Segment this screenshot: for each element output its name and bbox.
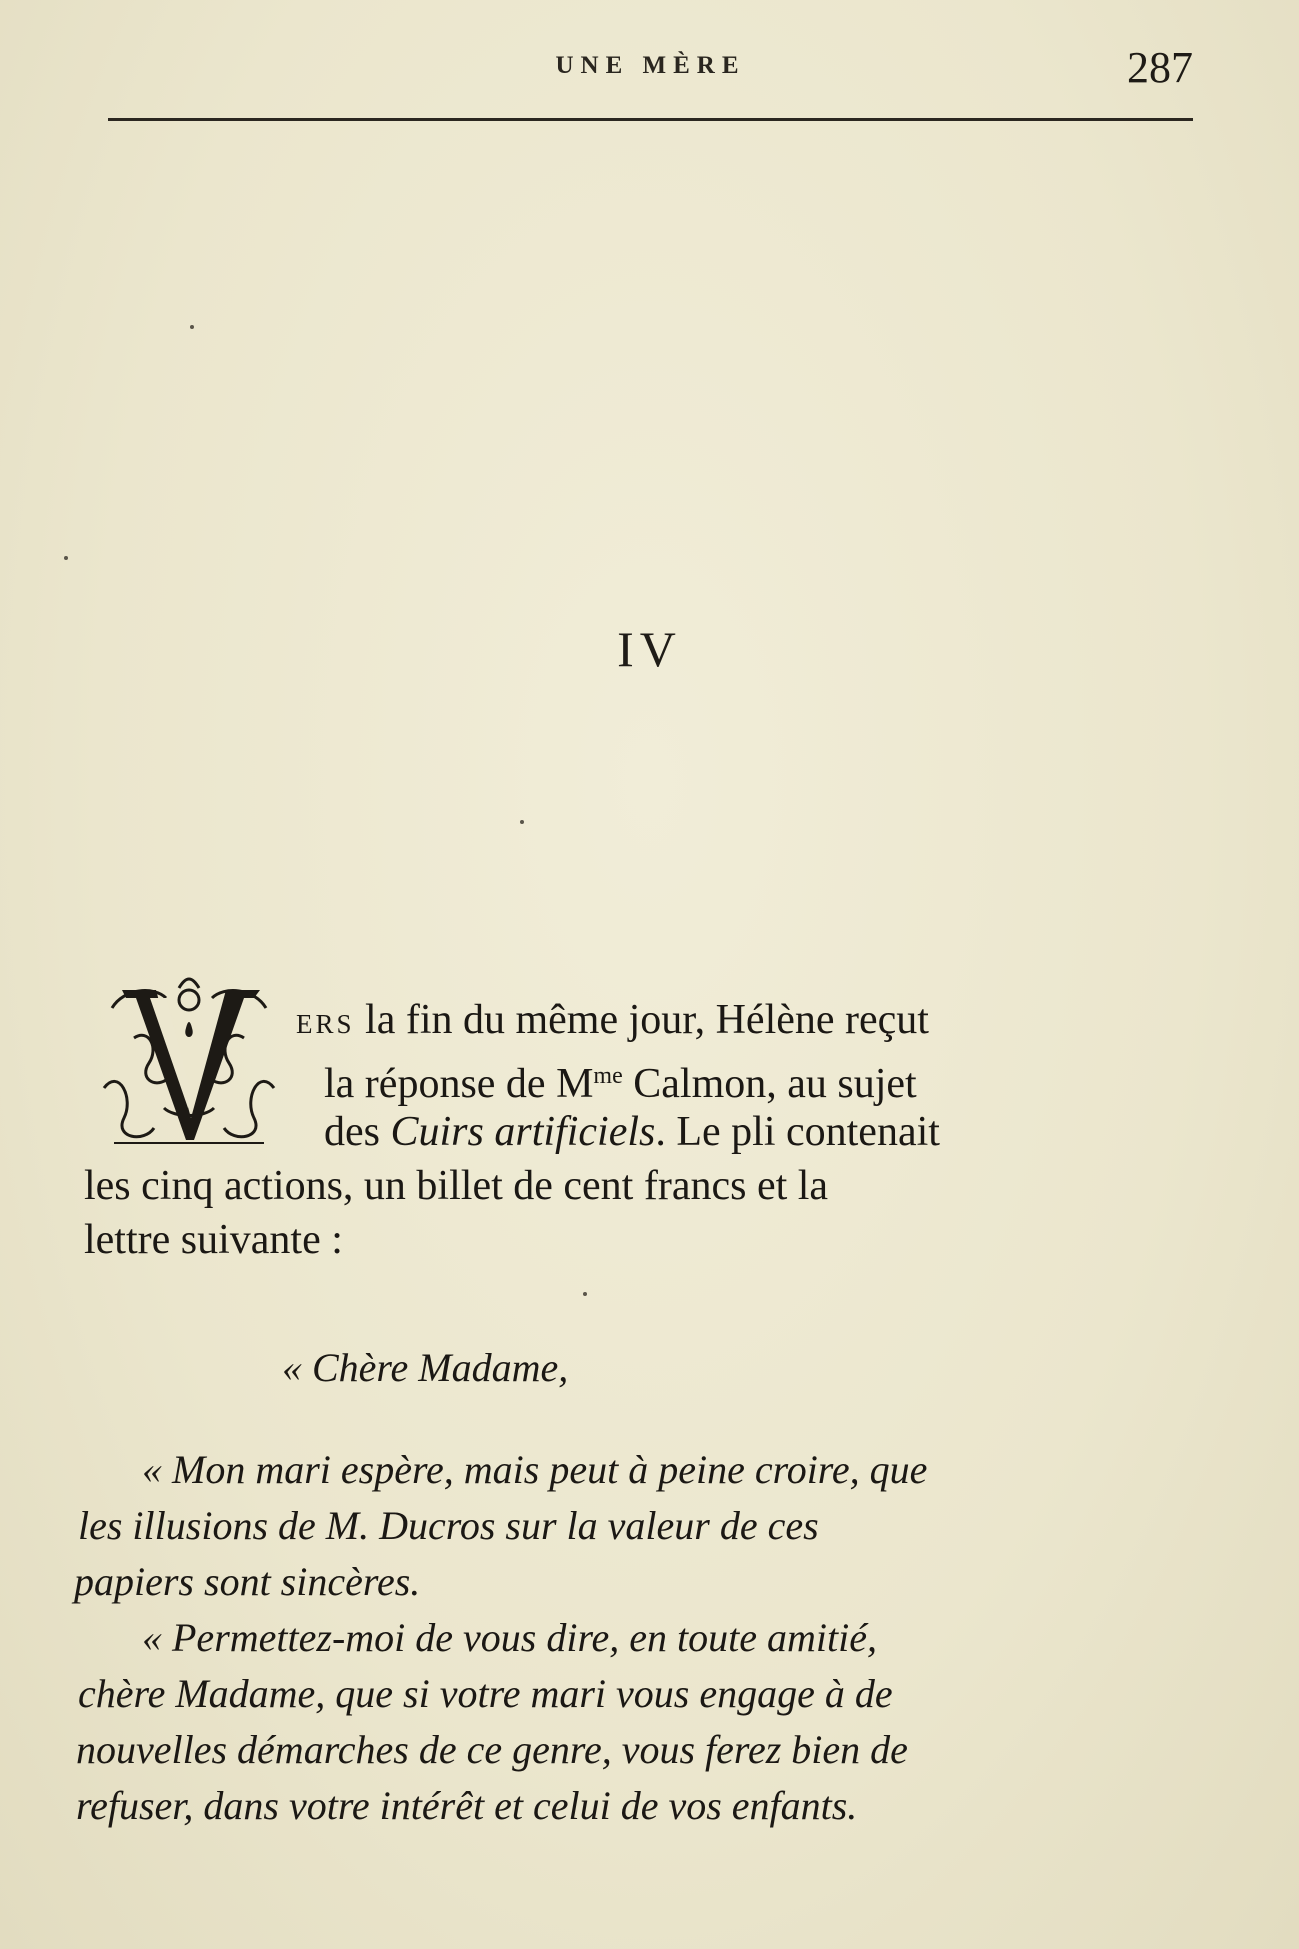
page-number: 287 bbox=[1127, 43, 1193, 92]
opening-line-3-italic: Cuirs artificiels bbox=[390, 1109, 656, 1155]
header-rule bbox=[108, 118, 1193, 121]
paper-speck bbox=[64, 556, 68, 560]
letter-para2-line3: nouvelles démarches de ce genre, vous ferez bien de bbox=[76, 1727, 908, 1772]
letter-para2-line1: « Permettez-moi de vous dire, en toute amitié, bbox=[142, 1615, 877, 1660]
running-head bbox=[108, 43, 1193, 92]
opening-line-1-text: la fin du même jour, Hélène reçut bbox=[354, 997, 929, 1043]
running-title: UNE MÈRE bbox=[555, 52, 746, 79]
opening-line-2-a: la réponse de M bbox=[324, 1061, 594, 1107]
paper-speck bbox=[583, 1292, 587, 1296]
opening-line-2 bbox=[324, 1048, 917, 1112]
paper-speck bbox=[190, 325, 194, 329]
letter-para1-line1: « Mon mari espère, mais peut à peine croire, que bbox=[142, 1447, 928, 1492]
opening-line-3-a: des bbox=[324, 1109, 391, 1155]
opening-line-4: les cinq actions, un billet de cent francs et la bbox=[84, 1163, 829, 1209]
paper-speck bbox=[520, 820, 524, 824]
opening-line-5: lettre suivante : bbox=[84, 1217, 343, 1263]
opening-line-3-b: . Le pli contenait bbox=[655, 1109, 940, 1155]
opening-smallcaps: ERS bbox=[296, 1009, 355, 1039]
letter-para1-line2: les illusions de M. Ducros sur la valeur de ces bbox=[78, 1503, 819, 1548]
opening-line-2-sup: me bbox=[593, 1063, 623, 1089]
chapter-number: IV bbox=[617, 621, 682, 677]
opening-line-3 bbox=[324, 1104, 940, 1160]
ornamental-dropcap-v bbox=[94, 968, 284, 1148]
letter-para1-line3: papiers sont sincères. bbox=[74, 1559, 421, 1604]
letter-para2-line2: chère Madame, que si votre mari vous engage à de bbox=[78, 1671, 893, 1716]
opening-line-1 bbox=[296, 992, 929, 1052]
opening-line-2-b: Calmon, au sujet bbox=[622, 1061, 917, 1107]
letter-para2-line4: refuser, dans votre intérêt et celui de vos enfants. bbox=[76, 1783, 858, 1828]
letter-salutation: « Chère Madame, bbox=[282, 1345, 569, 1390]
dropcap-letter: V bbox=[188, 993, 190, 994]
